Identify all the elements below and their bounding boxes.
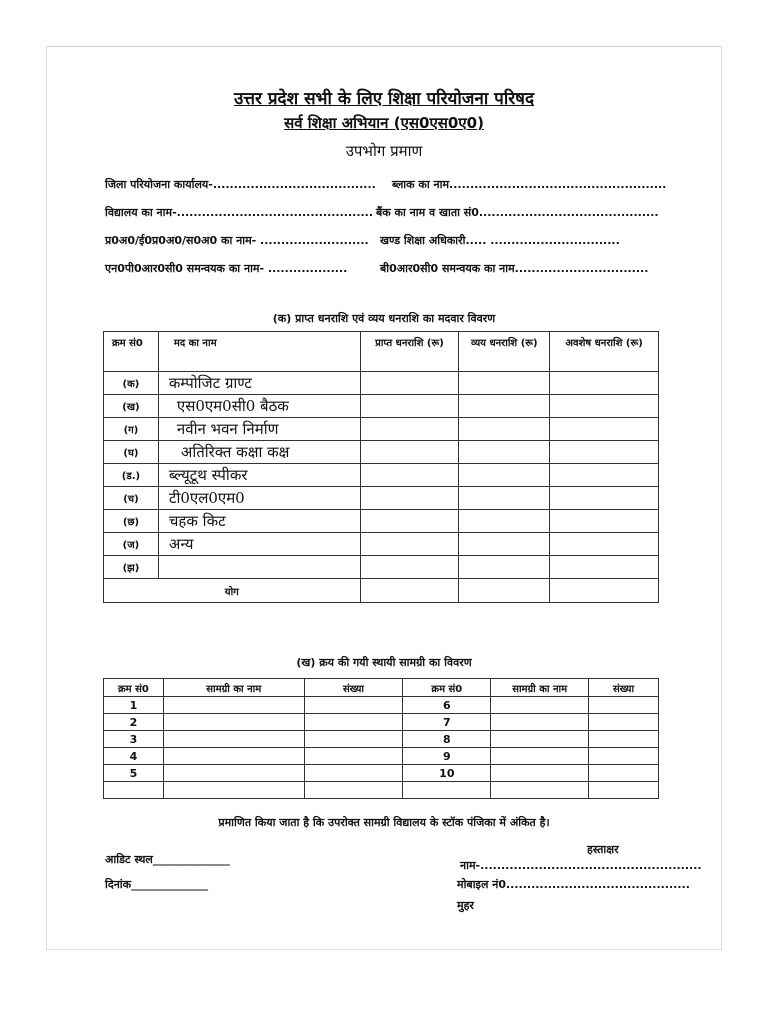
nprc-coordinator-field: एन0पी0आर0सी0 समन्वयक का नाम- ................... — [105, 262, 348, 275]
material-cell[interactable] — [491, 714, 589, 731]
row-number: 9 — [403, 748, 491, 765]
quantity-cell[interactable] — [589, 714, 659, 731]
row-item-name: अतिरिक्त कक्षा कक्ष — [158, 441, 360, 464]
teacher-name-field: प्र0अ0/ई0प्र0अ0/स0अ0 का नाम- .......................... — [105, 234, 369, 247]
row-number: (छ) — [104, 510, 159, 533]
received-cell[interactable] — [360, 395, 459, 418]
material-cell[interactable] — [163, 765, 304, 782]
received-cell[interactable] — [360, 441, 459, 464]
row-number: (ज) — [104, 533, 159, 556]
col-balance: अवशेष धनराशि (रू) — [550, 332, 659, 372]
table2-caption: (ख) क्रय की गयी स्थायी सामग्री का विवरण — [296, 656, 472, 669]
table-header-row — [104, 679, 659, 697]
row-item-name: टी0एल0एम0 — [158, 487, 360, 510]
balance-cell[interactable] — [550, 395, 659, 418]
quantity-cell[interactable] — [589, 748, 659, 765]
block-name-field: ब्लाक का नाम.................................................... — [392, 178, 667, 191]
row-number — [104, 782, 164, 799]
row-number: (झ) — [104, 556, 159, 579]
total-row — [104, 579, 659, 603]
spent-total-cell[interactable] — [459, 579, 550, 603]
name-field: नाम-..................................................... — [460, 859, 702, 872]
received-cell[interactable] — [360, 533, 459, 556]
quantity-cell[interactable] — [589, 697, 659, 714]
funds-table — [103, 331, 659, 603]
table-row — [104, 556, 659, 579]
table-row — [104, 372, 659, 395]
brc-coordinator-field: बी0आर0सी0 समन्वयक का नाम................................ — [380, 262, 649, 275]
table-row — [104, 765, 659, 782]
material-cell[interactable] — [163, 782, 304, 799]
row-number: 5 — [104, 765, 164, 782]
row-number: 8 — [403, 731, 491, 748]
row-number: (च) — [104, 487, 159, 510]
district-office-field: जिला परियोजना कार्यालय-....................................... — [105, 178, 376, 191]
table-row — [104, 714, 659, 731]
balance-cell[interactable] — [550, 464, 659, 487]
table-row — [104, 533, 659, 556]
row-number: 2 — [104, 714, 164, 731]
balance-cell[interactable] — [550, 372, 659, 395]
col-received: प्राप्त धनराशि (रू) — [360, 332, 459, 372]
row-number: 3 — [104, 731, 164, 748]
row-item-name — [158, 556, 360, 579]
row-number: (क) — [104, 372, 159, 395]
form-subtitle: सर्व शिक्षा अभियान (एस0एस0ए0) — [284, 114, 484, 132]
col-spent: व्यय धनराशि (रू) — [459, 332, 550, 372]
col-quantity-2: संख्या — [589, 679, 659, 697]
spent-cell[interactable] — [459, 533, 550, 556]
table1-caption: (क) प्राप्त धनराशि एवं व्यय धनराशि का मदवार विवरण — [272, 312, 496, 325]
bank-account-field: बैंक का नाम व खाता सं0........................................... — [376, 206, 659, 219]
table-row — [104, 510, 659, 533]
row-number: (ग) — [104, 418, 159, 441]
row-number: 7 — [403, 714, 491, 731]
table-header-row — [104, 332, 659, 372]
quantity-cell[interactable] — [589, 765, 659, 782]
material-cell[interactable] — [491, 765, 589, 782]
quantity-cell[interactable] — [304, 697, 403, 714]
school-name-field: विद्यालय का नाम-............................................... — [105, 206, 374, 219]
quantity-cell[interactable] — [304, 748, 403, 765]
row-item-name: कम्पोजिट ग्राण्ट — [158, 372, 360, 395]
balance-cell[interactable] — [550, 441, 659, 464]
mobile-field: मोबाइल नं0............................................ — [457, 878, 690, 891]
col-serial: क्रम सं0 — [104, 679, 164, 697]
row-number: (घ) — [104, 441, 159, 464]
date-field: दिनांक______________ — [105, 878, 209, 891]
row-number: 10 — [403, 765, 491, 782]
total-label: योग — [104, 579, 361, 603]
balance-cell[interactable] — [550, 510, 659, 533]
balance-cell[interactable] — [550, 487, 659, 510]
balance-cell[interactable] — [550, 556, 659, 579]
table-row — [104, 441, 659, 464]
quantity-cell[interactable] — [304, 782, 403, 799]
row-number: 6 — [403, 697, 491, 714]
row-number: (ख) — [104, 395, 159, 418]
quantity-cell[interactable] — [304, 765, 403, 782]
spent-cell[interactable] — [459, 441, 550, 464]
table-row — [104, 418, 659, 441]
received-cell[interactable] — [360, 556, 459, 579]
form-title: उत्तर प्रदेश सभी के लिए शिक्षा परियोजना परिषद — [233, 89, 535, 109]
quantity-cell[interactable] — [304, 731, 403, 748]
row-item-name: चहक किट — [158, 510, 360, 533]
material-cell[interactable] — [491, 782, 589, 799]
col-item-name: मद का नाम — [158, 332, 360, 372]
table-row — [104, 697, 659, 714]
received-cell[interactable] — [360, 418, 459, 441]
col-serial: क्रम सं0 — [104, 332, 159, 372]
received-cell[interactable] — [360, 487, 459, 510]
certificate-text: प्रमाणित किया जाता है कि उपरोक्त सामग्री विद्यालय के स्टॉक पंजिका में अंकित है। — [218, 816, 550, 829]
row-item-name: नवीन भवन निर्माण — [158, 418, 360, 441]
signature-label: हस्ताक्षर — [587, 843, 619, 856]
row-number — [403, 782, 491, 799]
spent-cell[interactable] — [459, 487, 550, 510]
received-cell[interactable] — [360, 464, 459, 487]
balance-total-cell[interactable] — [550, 579, 659, 603]
table-row — [104, 731, 659, 748]
material-cell[interactable] — [163, 714, 304, 731]
material-cell[interactable] — [163, 731, 304, 748]
col-serial-2: क्रम सं0 — [403, 679, 491, 697]
assets-table — [103, 678, 659, 799]
form-name: उपभोग प्रमाण — [345, 142, 423, 160]
quantity-cell[interactable] — [589, 782, 659, 799]
material-cell[interactable] — [491, 731, 589, 748]
audit-place-field: आडिट स्थल______________ — [105, 853, 230, 866]
col-material-name-2: सामग्री का नाम — [491, 679, 589, 697]
quantity-cell[interactable] — [304, 714, 403, 731]
material-cell[interactable] — [163, 697, 304, 714]
material-cell[interactable] — [163, 748, 304, 765]
table-row — [104, 464, 659, 487]
spent-cell[interactable] — [459, 510, 550, 533]
table-row — [104, 782, 659, 799]
material-cell[interactable] — [491, 748, 589, 765]
table-row — [104, 487, 659, 510]
col-quantity: संख्या — [304, 679, 403, 697]
block-education-officer-field: खण्ड शिक्षा अधिकारी..... ............................... — [380, 234, 620, 247]
row-number: 4 — [104, 748, 164, 765]
received-cell[interactable] — [360, 510, 459, 533]
spent-cell[interactable] — [459, 464, 550, 487]
balance-cell[interactable] — [550, 533, 659, 556]
spent-cell[interactable] — [459, 556, 550, 579]
spent-cell[interactable] — [459, 372, 550, 395]
seal-label: मुहर — [457, 899, 474, 912]
row-item-name: ब्ल्यूटूथ स्पीकर — [158, 464, 360, 487]
row-item-name: अन्य — [158, 533, 360, 556]
spent-cell[interactable] — [459, 418, 550, 441]
quantity-cell[interactable] — [589, 731, 659, 748]
spent-cell[interactable] — [459, 395, 550, 418]
table-row — [104, 395, 659, 418]
balance-cell[interactable] — [550, 418, 659, 441]
received-total-cell[interactable] — [360, 579, 459, 603]
table-row — [104, 748, 659, 765]
row-item-name: एस0एम0सी0 बैठक — [158, 395, 360, 418]
received-cell[interactable] — [360, 372, 459, 395]
material-cell[interactable] — [491, 697, 589, 714]
row-number: (ड.) — [104, 464, 159, 487]
row-number: 1 — [104, 697, 164, 714]
col-material-name: सामग्री का नाम — [163, 679, 304, 697]
